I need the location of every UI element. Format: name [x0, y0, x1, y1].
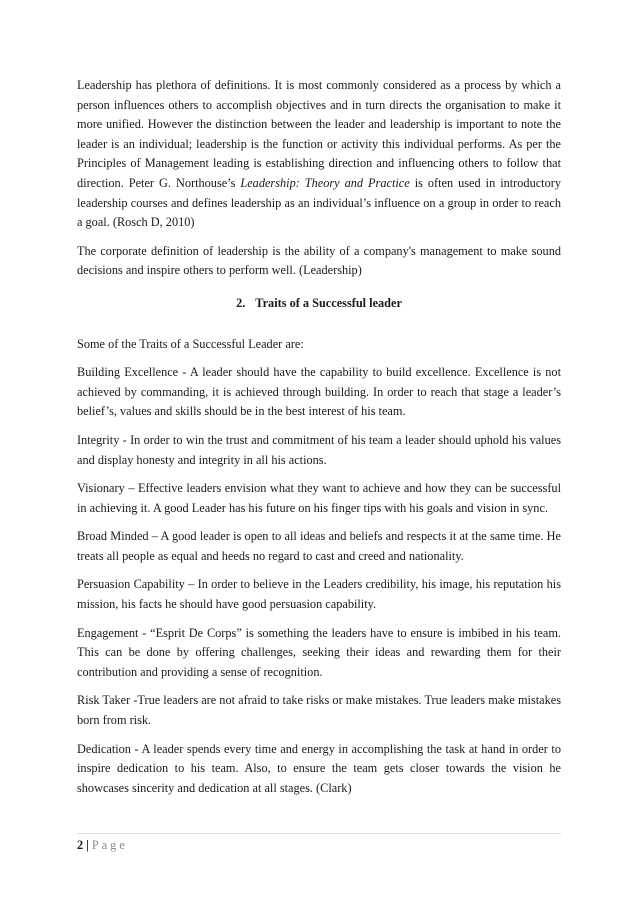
trait-building-excellence: Building Excellence - A leader should have the capability to build excellence. Excellence is not achieved by commanding, it is achieved through building. In order to reach that stage a leader’s belief’s, values and skills should be in the best interest of his team. — [77, 365, 561, 419]
intro-paragraph — [77, 76, 561, 233]
trait-dedication: Dedication - A leader spends every time and energy in accomplishing the task at hand in order to inspire dedication to his team. Also, to ensure the team gets closer towards the vision he showcases sincerity and dedication at all stages. (Clark) — [77, 741, 561, 795]
trait-risk-taker: Risk Taker -True leaders are not afraid to take risks or make mistakes. True leaders make mistakes born from risk. — [77, 693, 561, 728]
page-body — [77, 76, 561, 807]
footer-divider — [77, 833, 561, 834]
footer-separator: | — [86, 838, 89, 852]
page-label: Page — [91, 838, 128, 852]
page-number: 2 — [77, 838, 84, 852]
book-title: Leadership: Theory and Practice — [240, 175, 410, 190]
trait-engagement: Engagement - “Esprit De Corps” is something the leaders have to ensure is imbibed in his team. This can be done by offering challenges, seeking their ideas and rewarding them for their contribution and providing a sense of recognition. — [77, 625, 561, 679]
intro-text-end: is often used in introductory leadership courses and defines leadership as an individual’s influence on a group in order to reach a goal. (Rosch D, 2010) — [77, 175, 561, 230]
trait-broad-minded: Broad Minded – A good leader is open to all ideas and beliefs and respects it at the same time. He treats all people as equal and heeds no regard to cast and creed and nationality. — [77, 529, 561, 563]
corporate-definition-paragraph: The corporate definition of leadership is the ability of a company's management to make sound decisions and inspire others to perform well. (Leadership) — [77, 243, 561, 278]
trait-integrity: Integrity - In order to win the trust and commitment of his team a leader should uphold his values and display honesty and integrity in all his actions. — [77, 432, 561, 467]
section-title: Traits of a Successful leader — [255, 295, 402, 310]
traits-intro: Some of the Traits of a Successful Leader are: — [77, 336, 304, 351]
page-footer — [77, 837, 128, 853]
section-heading — [77, 294, 561, 314]
intro-text: Leadership has plethora of definitions. It is most commonly considered as a process by which a person influences others to accomplish objectives and in turn directs the organisation to make it more unified. However the distinction between the leader and leadership is important to note the leader is an individual; leadership is the function or activity this individual performs. As per the Principles of Management leading is establishing direction and influencing others to follow that direction. Peter G. Northouse’s — [77, 78, 561, 190]
trait-visionary: Visionary – Effective leaders envision what they want to achieve and how they can be successful in achieving it. A good Leader has his future on his finger tips with his goals and vision in sync. — [77, 481, 561, 515]
trait-persuasion-capability: Persuasion Capability – In order to believe in the Leaders credibility, his image, his reputation his mission, his facts he should have good persuasion capability. — [77, 577, 561, 612]
section-number: 2. — [236, 295, 246, 310]
